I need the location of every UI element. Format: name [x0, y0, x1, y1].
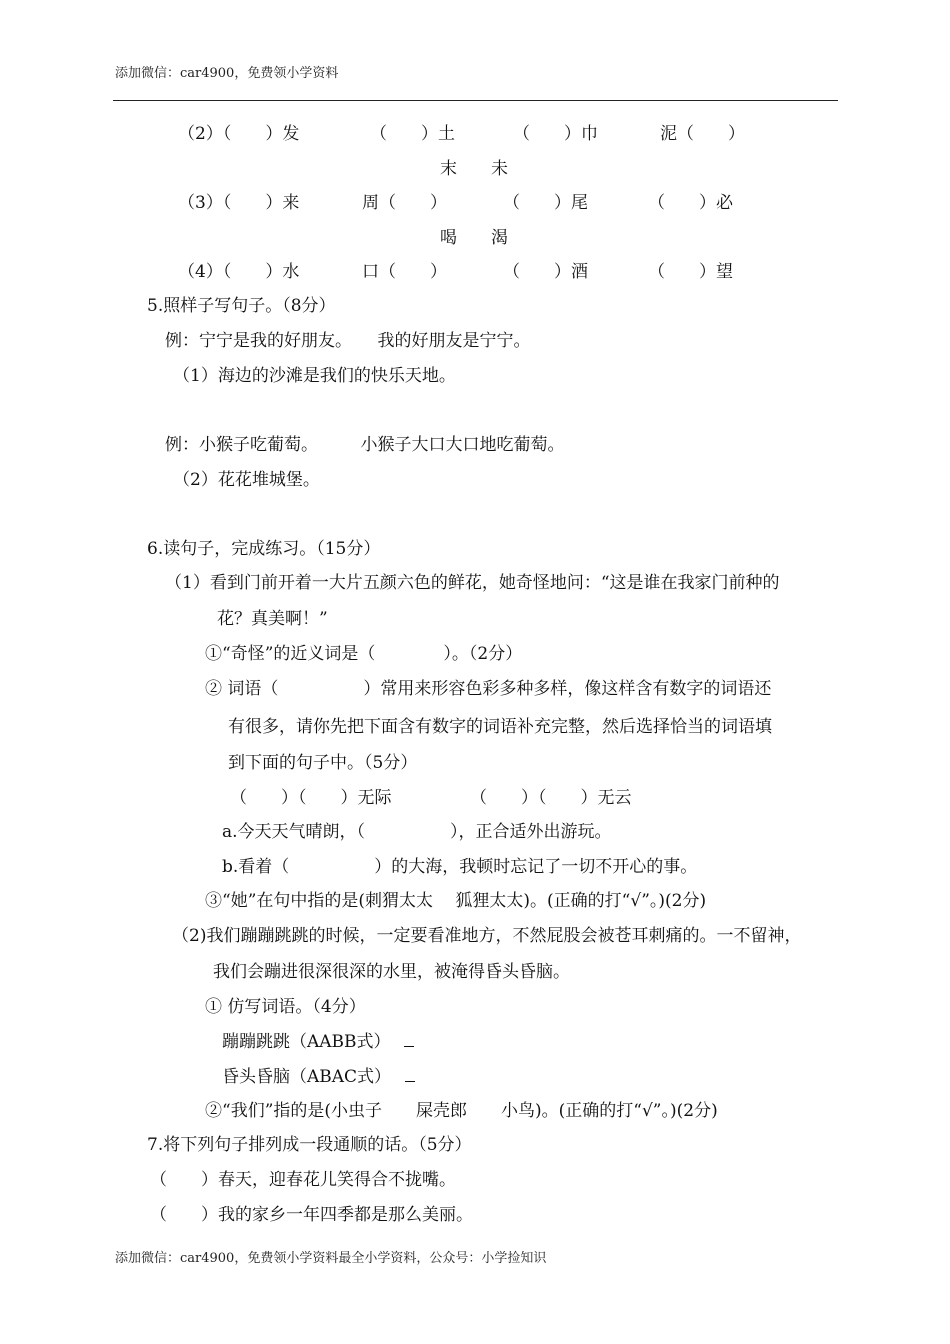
q5-example-2: 例：小猴子吃葡萄。 小猴子大口大口地吃葡萄。: [165, 435, 565, 455]
q6-passage1-line2: 花？真美啊！”: [217, 609, 328, 629]
q6-task1-b-label: 昏头昏脑（ABAC式）: [222, 1067, 383, 1087]
q4-chars-1: 末 未: [440, 159, 508, 179]
q6-sub2-line2: 有很多，请你先把下面含有数字的词语补充完整，然后选择恰当的词语填: [228, 717, 772, 737]
q6-sub2-line3: 到下面的句子中。（5分）: [228, 753, 418, 773]
q4-row2-col1: （2）（ ）发: [178, 124, 300, 144]
q6-sub2-line1: ② 词语（ ）常用来形容色彩多种多样，像这样含有数字的词语还: [205, 679, 772, 699]
q7-line-2: （ ）我的家乡一年四季都是那么美丽。: [150, 1205, 473, 1225]
q7-title: 7.将下列句子排列成一段通顺的话。（5分）: [147, 1135, 472, 1155]
q6-sentence-b: b.看着（ ）的大海，我顿时忘记了一切不开心的事。: [222, 857, 698, 877]
q6-sub3: ③“她”在句中指的是(刺猬太太 狐狸太太)。(正确的打“√”。)(2分): [205, 891, 707, 911]
q6-sub1: ①“奇怪”的近义词是（ ）。（2分）: [205, 644, 523, 664]
q4-row3-col2: 周（ ）: [362, 193, 447, 213]
q6-task1-b: [222, 1066, 415, 1088]
q4-row2-col2: （ ）土: [370, 124, 455, 144]
q4-row4-col2: 口（ ）: [362, 262, 447, 282]
q6-sentence-a: a.今天天气晴朗，（ ），正合适外出游玩。: [222, 822, 612, 842]
q6-task2: ②“我们”指的是(小虫子 屎壳郎 小鸟)。(正确的打“√”。)(2分): [205, 1101, 718, 1121]
q4-row2-col3: （ ）巾: [513, 124, 598, 144]
q6-passage1-line1: （1）看到门前开着一大片五颜六色的鲜花，她奇怪地问：“这是谁在我家门前种的: [165, 573, 780, 593]
q4-row3-col1: （3）（ ）来: [178, 193, 300, 213]
q4-row4-col1: （4）（ ）水: [178, 262, 300, 282]
q7-line-1: （ ）春天，迎春花儿笑得合不拢嘴。: [150, 1170, 456, 1190]
q4-row3-col4: （ ）必: [648, 193, 733, 213]
q6-blanks-a: （ ）（ ）无际: [230, 788, 392, 808]
q6-title: 6.读句子，完成练习。（15分）: [147, 539, 381, 559]
q6-task1-a: [222, 1031, 414, 1053]
q5-title: 5.照样子写句子。（8分）: [147, 296, 336, 316]
q6-task1-a-label: 蹦蹦跳跳（AABB式）: [222, 1032, 383, 1052]
q6-blanks-b: （ ）（ ）无云: [470, 788, 632, 808]
q6-passage2-line1: （2)我们蹦蹦跳跳的时候，一定要看准地方，不然屁股会被苍耳刺痛的。一不留神，: [172, 926, 802, 946]
q5-item-2: （2）花花堆城堡。: [173, 470, 320, 490]
q5-example-1: 例：宁宁是我的好朋友。 我的好朋友是宁宁。: [165, 331, 531, 351]
page-header: 添加微信：car4900，免费领小学资料: [115, 66, 339, 81]
q4-row3-col3: （ ）尾: [503, 193, 588, 213]
q4-row4-col3: （ ）酒: [503, 262, 588, 282]
q6-task1: ① 仿写词语。（4分）: [205, 997, 366, 1017]
q4-chars-2: 喝 渴: [440, 228, 508, 248]
answer-blank[interactable]: [404, 1032, 414, 1047]
q4-row4-col4: （ ）望: [648, 262, 733, 282]
answer-blank[interactable]: [405, 1067, 415, 1082]
q5-item-1: （1）海边的沙滩是我们的快乐天地。: [173, 366, 456, 386]
page-footer: 添加微信：car4900，免费领小学资料最全小学资料，公众号：小学捡知识: [115, 1251, 547, 1266]
q6-passage2-line2: 我们会蹦进很深很深的水里，被淹得昏头昏脑。: [213, 962, 570, 982]
header-rule: [113, 100, 838, 101]
q4-row2-col4: 泥（ ）: [660, 124, 745, 144]
